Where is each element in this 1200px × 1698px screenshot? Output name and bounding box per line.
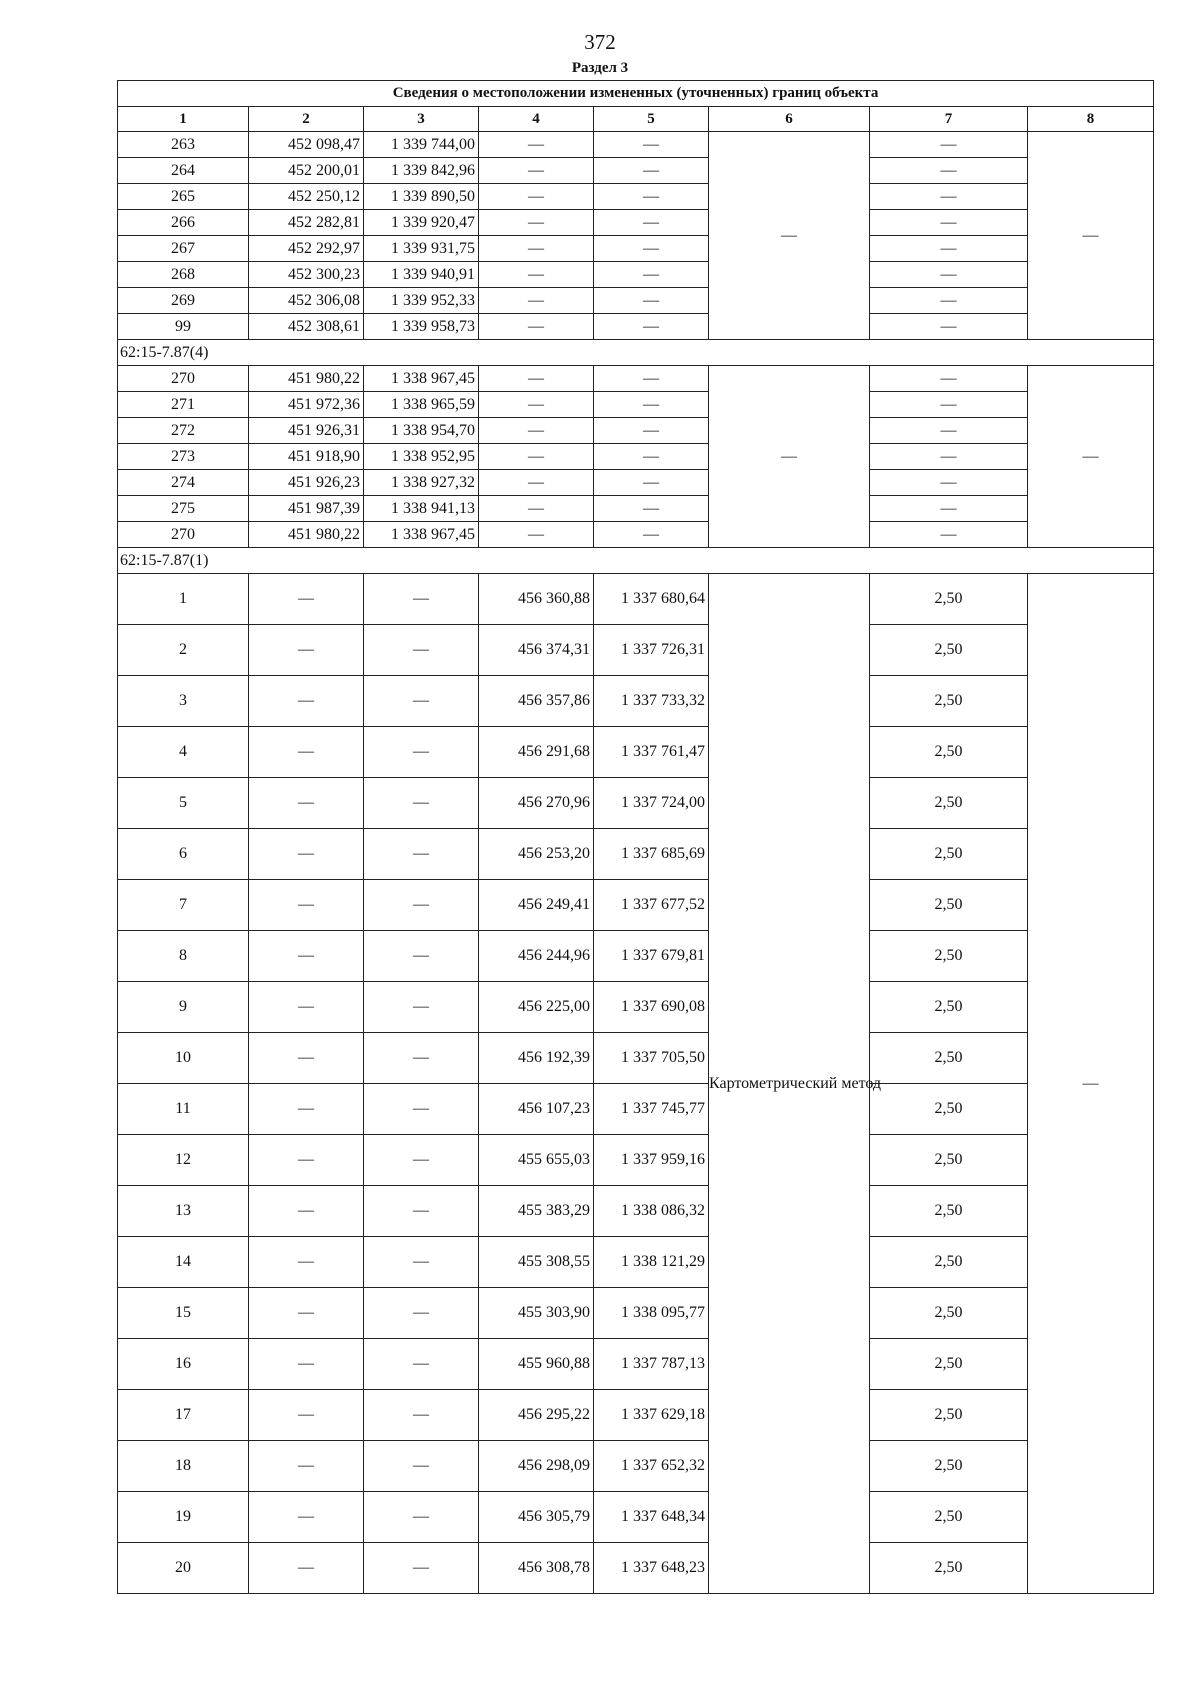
- group-label: 62:15-7.87(4): [118, 340, 1154, 366]
- existing-x: —: [249, 574, 364, 625]
- table-row: [118, 288, 1154, 314]
- new-y: —: [594, 366, 709, 392]
- table-caption: Сведения о местоположении измененных (уточненных) границ объекта: [118, 81, 1154, 107]
- new-x: 455 383,29: [479, 1186, 594, 1237]
- table-row: [118, 1135, 1154, 1186]
- existing-y: 1 338 954,70: [364, 418, 479, 444]
- new-x: —: [479, 366, 594, 392]
- existing-x: —: [249, 1084, 364, 1135]
- accuracy: —: [870, 392, 1028, 418]
- existing-y: 1 339 931,75: [364, 236, 479, 262]
- existing-x: —: [249, 1492, 364, 1543]
- new-y: 1 337 761,47: [594, 727, 709, 778]
- new-y: —: [594, 288, 709, 314]
- existing-y: 1 338 941,13: [364, 496, 479, 522]
- table-row: [118, 314, 1154, 340]
- existing-x: 451 926,23: [249, 470, 364, 496]
- accuracy: 2,50: [870, 931, 1028, 982]
- existing-y: 1 338 965,59: [364, 392, 479, 418]
- accuracy: 2,50: [870, 574, 1028, 625]
- point-number: 3: [118, 676, 249, 727]
- point-number: 264: [118, 158, 249, 184]
- table-row: [118, 778, 1154, 829]
- existing-y: —: [364, 1033, 479, 1084]
- table-row: [118, 522, 1154, 548]
- existing-y: —: [364, 1339, 479, 1390]
- method-cell: Картометрический метод: [709, 574, 870, 1594]
- new-x: —: [479, 314, 594, 340]
- point-number: 5: [118, 778, 249, 829]
- point-number: 17: [118, 1390, 249, 1441]
- method-cell: —: [709, 366, 870, 548]
- accuracy: 2,50: [870, 1135, 1028, 1186]
- group-label-row: [118, 548, 1154, 574]
- accuracy: 2,50: [870, 676, 1028, 727]
- accuracy: —: [870, 184, 1028, 210]
- existing-y: —: [364, 829, 479, 880]
- accuracy: —: [870, 444, 1028, 470]
- point-number: 265: [118, 184, 249, 210]
- new-x: —: [479, 262, 594, 288]
- existing-y: 1 339 890,50: [364, 184, 479, 210]
- table-row: [118, 262, 1154, 288]
- accuracy: 2,50: [870, 727, 1028, 778]
- boundary-table: [117, 80, 1154, 1594]
- point-number: 273: [118, 444, 249, 470]
- new-y: 1 337 652,32: [594, 1441, 709, 1492]
- existing-x: —: [249, 727, 364, 778]
- point-number: 269: [118, 288, 249, 314]
- new-x: —: [479, 132, 594, 158]
- table-row: [118, 210, 1154, 236]
- existing-x: —: [249, 1288, 364, 1339]
- accuracy: 2,50: [870, 1237, 1028, 1288]
- new-x: —: [479, 158, 594, 184]
- existing-x: 452 292,97: [249, 236, 364, 262]
- accuracy: —: [870, 470, 1028, 496]
- accuracy: 2,50: [870, 1441, 1028, 1492]
- new-y: —: [594, 496, 709, 522]
- table-row: [118, 727, 1154, 778]
- existing-y: —: [364, 778, 479, 829]
- new-y: —: [594, 444, 709, 470]
- existing-y: 1 338 927,32: [364, 470, 479, 496]
- new-y: 1 337 629,18: [594, 1390, 709, 1441]
- new-y: —: [594, 210, 709, 236]
- existing-x: 452 300,23: [249, 262, 364, 288]
- point-number: 263: [118, 132, 249, 158]
- new-x: 456 225,00: [479, 982, 594, 1033]
- existing-y: 1 338 952,95: [364, 444, 479, 470]
- existing-y: 1 338 967,45: [364, 522, 479, 548]
- accuracy: 2,50: [870, 982, 1028, 1033]
- new-x: 456 270,96: [479, 778, 594, 829]
- existing-x: 451 980,22: [249, 522, 364, 548]
- existing-y: —: [364, 574, 479, 625]
- new-x: —: [479, 496, 594, 522]
- table-row: [118, 444, 1154, 470]
- new-y: —: [594, 262, 709, 288]
- new-y: 1 337 679,81: [594, 931, 709, 982]
- existing-y: —: [364, 931, 479, 982]
- existing-x: —: [249, 625, 364, 676]
- new-y: —: [594, 236, 709, 262]
- accuracy: 2,50: [870, 1339, 1028, 1390]
- new-x: 456 192,39: [479, 1033, 594, 1084]
- accuracy: 2,50: [870, 1186, 1028, 1237]
- table-row: [118, 132, 1154, 158]
- col8-cell: —: [1028, 366, 1154, 548]
- new-y: 1 338 095,77: [594, 1288, 709, 1339]
- existing-y: 1 338 967,45: [364, 366, 479, 392]
- existing-y: —: [364, 1441, 479, 1492]
- new-y: —: [594, 132, 709, 158]
- existing-y: —: [364, 1492, 479, 1543]
- accuracy: 2,50: [870, 1492, 1028, 1543]
- accuracy: —: [870, 210, 1028, 236]
- table-row: [118, 1237, 1154, 1288]
- page-number: 372: [584, 30, 616, 54]
- new-x: 456 357,86: [479, 676, 594, 727]
- point-number: 8: [118, 931, 249, 982]
- table-row: [118, 880, 1154, 931]
- new-y: 1 337 733,32: [594, 676, 709, 727]
- table-row: [118, 366, 1154, 392]
- existing-y: 1 339 744,00: [364, 132, 479, 158]
- new-y: 1 337 745,77: [594, 1084, 709, 1135]
- new-x: 455 308,55: [479, 1237, 594, 1288]
- new-y: —: [594, 470, 709, 496]
- existing-x: —: [249, 778, 364, 829]
- table-row: [118, 236, 1154, 262]
- new-x: 456 107,23: [479, 1084, 594, 1135]
- point-number: 4: [118, 727, 249, 778]
- new-x: —: [479, 522, 594, 548]
- existing-y: —: [364, 1084, 479, 1135]
- accuracy: —: [870, 158, 1028, 184]
- existing-x: —: [249, 1543, 364, 1594]
- existing-y: —: [364, 1237, 479, 1288]
- table-row: [118, 1543, 1154, 1594]
- existing-y: —: [364, 625, 479, 676]
- accuracy: —: [870, 236, 1028, 262]
- new-x: —: [479, 210, 594, 236]
- point-number: 16: [118, 1339, 249, 1390]
- point-number: 10: [118, 1033, 249, 1084]
- table-row: [118, 1033, 1154, 1084]
- new-x: 456 295,22: [479, 1390, 594, 1441]
- new-x: 456 298,09: [479, 1441, 594, 1492]
- point-number: 6: [118, 829, 249, 880]
- new-y: 1 338 121,29: [594, 1237, 709, 1288]
- table-row: [118, 1084, 1154, 1135]
- new-y: —: [594, 522, 709, 548]
- point-number: 9: [118, 982, 249, 1033]
- existing-x: —: [249, 1339, 364, 1390]
- existing-x: —: [249, 1237, 364, 1288]
- new-y: 1 337 726,31: [594, 625, 709, 676]
- new-x: 456 308,78: [479, 1543, 594, 1594]
- new-y: —: [594, 314, 709, 340]
- table-row: [118, 931, 1154, 982]
- existing-x: 451 918,90: [249, 444, 364, 470]
- column-number: 6: [709, 107, 870, 132]
- new-x: 456 305,79: [479, 1492, 594, 1543]
- new-x: 455 655,03: [479, 1135, 594, 1186]
- accuracy: —: [870, 496, 1028, 522]
- new-x: 456 249,41: [479, 880, 594, 931]
- point-number: 272: [118, 418, 249, 444]
- point-number: 18: [118, 1441, 249, 1492]
- new-x: 455 303,90: [479, 1288, 594, 1339]
- point-number: 99: [118, 314, 249, 340]
- new-y: 1 337 680,64: [594, 574, 709, 625]
- new-x: 456 253,20: [479, 829, 594, 880]
- existing-x: 452 306,08: [249, 288, 364, 314]
- table-row: [118, 1492, 1154, 1543]
- column-number: 1: [118, 107, 249, 132]
- point-number: 14: [118, 1237, 249, 1288]
- table-row: [118, 418, 1154, 444]
- existing-y: 1 339 842,96: [364, 158, 479, 184]
- point-number: 15: [118, 1288, 249, 1339]
- existing-x: 452 250,12: [249, 184, 364, 210]
- new-y: —: [594, 418, 709, 444]
- accuracy: 2,50: [870, 1033, 1028, 1084]
- column-number: 7: [870, 107, 1028, 132]
- new-x: —: [479, 418, 594, 444]
- group-label: 62:15-7.87(1): [118, 548, 1154, 574]
- point-number: 7: [118, 880, 249, 931]
- existing-y: —: [364, 676, 479, 727]
- method-cell: —: [709, 132, 870, 340]
- new-y: —: [594, 158, 709, 184]
- table-row: [118, 392, 1154, 418]
- table-caption-row: [118, 81, 1154, 107]
- column-number-row: [118, 107, 1154, 132]
- column-number: 8: [1028, 107, 1154, 132]
- accuracy: 2,50: [870, 1390, 1028, 1441]
- new-x: 456 374,31: [479, 625, 594, 676]
- table-row: [118, 1390, 1154, 1441]
- accuracy: 2,50: [870, 880, 1028, 931]
- new-y: 1 337 685,69: [594, 829, 709, 880]
- existing-y: —: [364, 1543, 479, 1594]
- new-y: 1 337 648,23: [594, 1543, 709, 1594]
- new-x: —: [479, 444, 594, 470]
- new-y: 1 337 705,50: [594, 1033, 709, 1084]
- column-number: 5: [594, 107, 709, 132]
- new-y: 1 337 677,52: [594, 880, 709, 931]
- point-number: 271: [118, 392, 249, 418]
- existing-y: 1 339 920,47: [364, 210, 479, 236]
- existing-x: 452 098,47: [249, 132, 364, 158]
- point-number: 270: [118, 522, 249, 548]
- existing-y: —: [364, 1186, 479, 1237]
- accuracy: —: [870, 314, 1028, 340]
- table-row: [118, 470, 1154, 496]
- existing-y: 1 339 952,33: [364, 288, 479, 314]
- existing-x: 452 282,81: [249, 210, 364, 236]
- existing-x: 452 308,61: [249, 314, 364, 340]
- table-row: [118, 1288, 1154, 1339]
- table-row: [118, 1339, 1154, 1390]
- new-x: —: [479, 236, 594, 262]
- existing-x: 451 987,39: [249, 496, 364, 522]
- new-x: 456 244,96: [479, 931, 594, 982]
- new-y: 1 337 690,08: [594, 982, 709, 1033]
- table-row: [118, 982, 1154, 1033]
- existing-x: —: [249, 829, 364, 880]
- point-number: 275: [118, 496, 249, 522]
- column-number: 3: [364, 107, 479, 132]
- new-x: 456 291,68: [479, 727, 594, 778]
- new-x: —: [479, 288, 594, 314]
- new-y: 1 337 959,16: [594, 1135, 709, 1186]
- table-row: [118, 158, 1154, 184]
- point-number: 274: [118, 470, 249, 496]
- accuracy: —: [870, 366, 1028, 392]
- column-number: 2: [249, 107, 364, 132]
- existing-x: —: [249, 676, 364, 727]
- section-title: Раздел 3: [571, 60, 629, 76]
- point-number: 20: [118, 1543, 249, 1594]
- new-x: —: [479, 184, 594, 210]
- existing-x: —: [249, 1186, 364, 1237]
- new-y: 1 338 086,32: [594, 1186, 709, 1237]
- table-row: [118, 496, 1154, 522]
- new-x: 456 360,88: [479, 574, 594, 625]
- new-x: —: [479, 470, 594, 496]
- point-number: 1: [118, 574, 249, 625]
- accuracy: 2,50: [870, 778, 1028, 829]
- col8-cell: —: [1028, 574, 1154, 1594]
- accuracy: —: [870, 288, 1028, 314]
- new-y: —: [594, 184, 709, 210]
- existing-x: —: [249, 982, 364, 1033]
- existing-x: 451 926,31: [249, 418, 364, 444]
- existing-x: —: [249, 1033, 364, 1084]
- point-number: 13: [118, 1186, 249, 1237]
- point-number: 2: [118, 625, 249, 676]
- new-y: —: [594, 392, 709, 418]
- existing-x: —: [249, 1135, 364, 1186]
- new-x: —: [479, 392, 594, 418]
- existing-x: 451 972,36: [249, 392, 364, 418]
- accuracy: 2,50: [870, 1288, 1028, 1339]
- group-label-row: [118, 340, 1154, 366]
- existing-y: —: [364, 1135, 479, 1186]
- table-row: [118, 676, 1154, 727]
- point-number: 268: [118, 262, 249, 288]
- table-row: [118, 184, 1154, 210]
- existing-x: 452 200,01: [249, 158, 364, 184]
- existing-y: —: [364, 880, 479, 931]
- new-y: 1 337 724,00: [594, 778, 709, 829]
- existing-y: —: [364, 727, 479, 778]
- point-number: 11: [118, 1084, 249, 1135]
- accuracy: —: [870, 262, 1028, 288]
- existing-x: 451 980,22: [249, 366, 364, 392]
- point-number: 19: [118, 1492, 249, 1543]
- table-row: [118, 829, 1154, 880]
- point-number: 12: [118, 1135, 249, 1186]
- existing-x: —: [249, 880, 364, 931]
- accuracy: 2,50: [870, 1084, 1028, 1135]
- accuracy: 2,50: [870, 829, 1028, 880]
- point-number: 270: [118, 366, 249, 392]
- accuracy: —: [870, 418, 1028, 444]
- existing-x: —: [249, 931, 364, 982]
- existing-x: —: [249, 1390, 364, 1441]
- point-number: 266: [118, 210, 249, 236]
- accuracy: 2,50: [870, 1543, 1028, 1594]
- point-number: 267: [118, 236, 249, 262]
- new-x: 455 960,88: [479, 1339, 594, 1390]
- accuracy: —: [870, 132, 1028, 158]
- table-row: [118, 625, 1154, 676]
- table-row: [118, 1186, 1154, 1237]
- accuracy: 2,50: [870, 625, 1028, 676]
- accuracy: —: [870, 522, 1028, 548]
- new-y: 1 337 648,34: [594, 1492, 709, 1543]
- existing-y: —: [364, 1288, 479, 1339]
- existing-x: —: [249, 1441, 364, 1492]
- existing-y: —: [364, 982, 479, 1033]
- existing-y: 1 339 940,91: [364, 262, 479, 288]
- table-row: [118, 1441, 1154, 1492]
- table-row: [118, 574, 1154, 625]
- existing-y: 1 339 958,73: [364, 314, 479, 340]
- new-y: 1 337 787,13: [594, 1339, 709, 1390]
- existing-y: —: [364, 1390, 479, 1441]
- col8-cell: —: [1028, 132, 1154, 340]
- column-number: 4: [479, 107, 594, 132]
